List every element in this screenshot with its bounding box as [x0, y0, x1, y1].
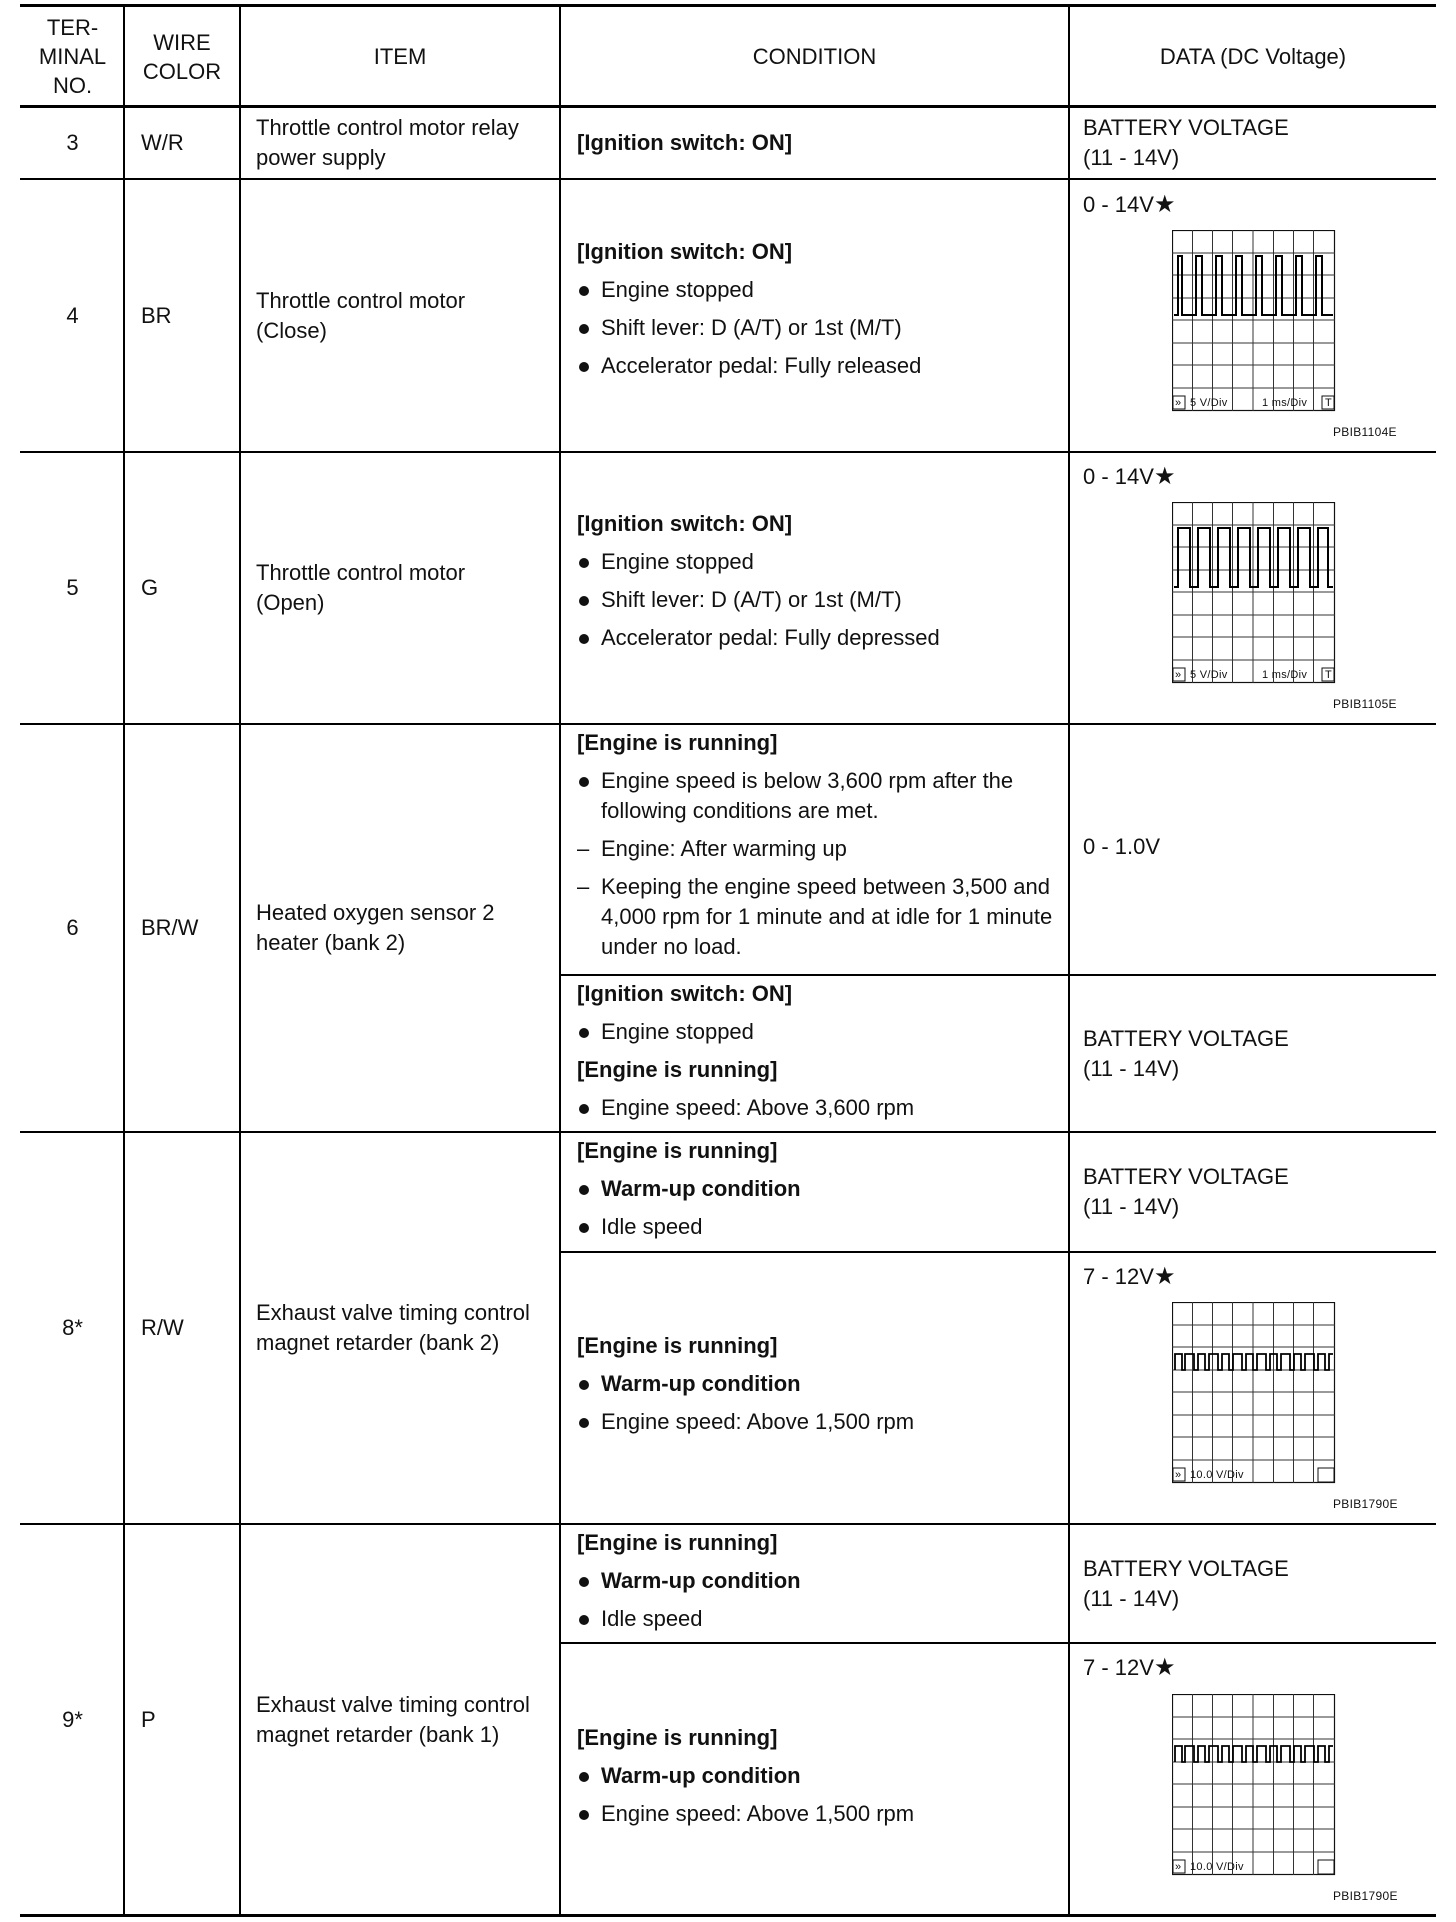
table-top-border [20, 4, 1436, 7]
scope-volts-per-div: 5 V/Div [1190, 669, 1228, 681]
data-voltage [1083, 1262, 1175, 1291]
column-divider [123, 5, 125, 1916]
star-icon: ★ [1153, 1263, 1176, 1290]
condition-item: Warm-up condition [577, 1761, 1058, 1791]
wire-color: G [141, 575, 159, 600]
condition-item: Idle speed [577, 1212, 1058, 1242]
header-wire-color: WIRE COLOR [142, 29, 222, 84]
scope-arrow-icon: » [1175, 1861, 1182, 1873]
wire-color: P [141, 1706, 156, 1732]
condition-cell [561, 1331, 1068, 1437]
data-voltage [1083, 190, 1175, 219]
scope-time-per-div: 1 ms/Div [1262, 397, 1308, 409]
terminal-number: 4 [66, 302, 79, 328]
condition-sub-item: – Engine: After warming up [577, 834, 1058, 864]
item-description: Heated oxygen sensor 2 heater (bank 2) [256, 900, 495, 955]
condition-item: Engine stopped [577, 547, 1058, 577]
condition-heading: [Engine is running] [577, 1530, 778, 1555]
condition-cell [561, 1136, 1068, 1242]
condition-item: Shift lever: D (A/T) or 1st (M/T) [577, 313, 1058, 343]
condition-heading: [Ignition switch: ON] [577, 130, 793, 155]
condition-cell [561, 237, 1068, 381]
figure-code: PBIB1790E [1333, 1889, 1398, 1903]
condition-cell [561, 108, 1068, 178]
oscilloscope-waveform [1172, 502, 1338, 691]
figure-code: PBIB1105E [1333, 697, 1397, 711]
voltage-range: 0 - 14V [1083, 192, 1154, 217]
data-value: BATTERY VOLTAGE (11 - 14V) [1083, 1025, 1289, 1081]
terminal-number: 6 [66, 915, 79, 940]
item-description: Throttle control motor (Open) [256, 560, 466, 615]
condition-heading: [Ignition switch: ON] [577, 239, 793, 264]
scope-arrow-icon: » [1175, 397, 1182, 409]
condition-cell [561, 1723, 1068, 1829]
scope-volts-per-div: 10.0 V/Div [1190, 1861, 1244, 1873]
condition-item: Warm-up condition [577, 1369, 1058, 1399]
figure-code: PBIB1790E [1333, 1497, 1398, 1511]
column-divider [1068, 5, 1070, 1916]
condition-item: Shift lever: D (A/T) or 1st (M/T) [577, 585, 1058, 615]
header-data: DATA (DC Voltage) [1159, 44, 1347, 69]
condition-cell [561, 728, 1068, 962]
wire-color: W/R [141, 130, 184, 155]
item-description: Exhaust valve timing control magnet retarder (bank 1) [256, 1691, 530, 1747]
condition-item: Engine speed is below 3,600 rpm after the following conditions are met. [577, 766, 1058, 826]
condition-item: Engine speed: Above 1,500 rpm [577, 1407, 1058, 1437]
condition-item: Engine stopped [577, 275, 1058, 305]
condition-heading: [Ignition switch: ON] [577, 981, 793, 1006]
data-value: BATTERY VOLTAGE (11 - 14V) [1083, 1164, 1289, 1219]
voltage-range: 0 - 14V [1083, 464, 1154, 489]
data-value: BATTERY VOLTAGE (11 - 14V) [1083, 1555, 1289, 1611]
condition-heading: [Engine is running] [577, 730, 778, 755]
condition-cell [561, 1528, 1068, 1634]
star-icon: ★ [1153, 463, 1176, 490]
scope-arrow-icon: » [1175, 1469, 1182, 1481]
condition-cell [561, 509, 1068, 653]
header-item: ITEM [373, 44, 427, 69]
wire-color: BR [141, 302, 172, 328]
oscilloscope-waveform [1172, 1694, 1338, 1883]
figure-code: PBIB1104E [1333, 425, 1397, 439]
condition-item: Engine stopped [577, 1017, 1058, 1047]
condition-cell [561, 979, 1068, 1123]
condition-heading: [Engine is running] [577, 1057, 778, 1082]
scope-trigger-label: T [1325, 669, 1333, 681]
header-terminal-no: TER- MINAL NO. [38, 15, 107, 98]
sub-row-divider [560, 1251, 1436, 1253]
item-description: Throttle control motor relay power supply [256, 115, 519, 170]
star-icon: ★ [1153, 191, 1176, 218]
sub-row-divider [560, 1642, 1436, 1644]
data-voltage [1083, 1653, 1175, 1682]
condition-item: Accelerator pedal: Fully released [577, 351, 1058, 381]
oscilloscope-waveform [1172, 1302, 1338, 1491]
oscilloscope-waveform [1172, 230, 1338, 419]
data-value: 0 - 1.0V [1083, 834, 1161, 859]
terminal-number: 5 [66, 575, 79, 600]
data-value: BATTERY VOLTAGE (11 - 14V) [1083, 115, 1289, 170]
condition-heading: [Engine is running] [577, 1725, 778, 1750]
wire-color: R/W [141, 1315, 184, 1340]
voltage-range: 7 - 12V [1083, 1264, 1154, 1289]
condition-heading: [Ignition switch: ON] [577, 511, 793, 536]
scope-arrow-icon: » [1175, 669, 1182, 681]
condition-sub-item: – Keeping the engine speed between 3,500 and 4,000 rpm for 1 minute and at idle for 1 minute under no load. [577, 872, 1058, 962]
column-divider [239, 5, 241, 1916]
condition-item: Idle speed [577, 1604, 1058, 1634]
terminal-number: 8* [62, 1315, 83, 1340]
terminal-number: 9* [62, 1706, 83, 1732]
voltage-range: 7 - 12V [1083, 1655, 1154, 1680]
data-voltage [1083, 462, 1175, 491]
condition-item: Accelerator pedal: Fully depressed [577, 623, 1058, 653]
condition-heading: [Engine is running] [577, 1138, 778, 1163]
terminal-number: 3 [66, 130, 79, 155]
header-condition: CONDITION [752, 44, 877, 69]
scope-trigger-label: T [1325, 397, 1333, 409]
item-description: Exhaust valve timing control magnet retarder (bank 2) [256, 1300, 530, 1355]
scope-volts-per-div: 10.0 V/Div [1190, 1469, 1244, 1481]
condition-item: Engine speed: Above 3,600 rpm [577, 1093, 1058, 1123]
item-description: Throttle control motor (Close) [256, 287, 466, 343]
table-bottom-border [20, 1914, 1436, 1917]
scope-volts-per-div: 5 V/Div [1190, 397, 1228, 409]
condition-item: Warm-up condition [577, 1174, 1058, 1204]
condition-item: Engine speed: Above 1,500 rpm [577, 1799, 1058, 1829]
wire-color: BR/W [141, 915, 199, 940]
star-icon: ★ [1153, 1654, 1176, 1681]
condition-item: Warm-up condition [577, 1566, 1058, 1596]
condition-heading: [Engine is running] [577, 1333, 778, 1358]
scope-time-per-div: 1 ms/Div [1262, 669, 1308, 681]
